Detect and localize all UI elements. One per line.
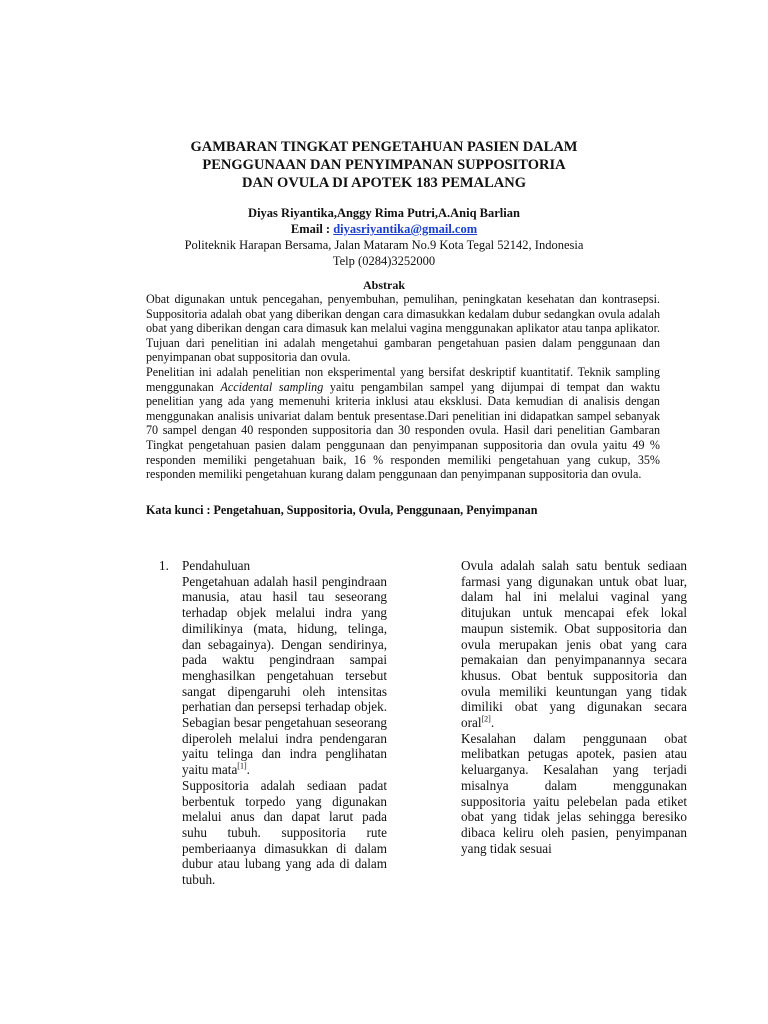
author-names: Diyas Riyantika,Anggy Rima Putri,A.Aniq Barlian — [248, 206, 520, 220]
body-text: (mata, hidung, telinga, dan — [182, 620, 388, 652]
abstract-italic: Accidental sampling — [220, 379, 324, 394]
left-column — [161, 558, 387, 888]
body-text: pasien atau keluarganya. — [461, 746, 688, 778]
title-line: GAMBARAN TINGKAT PENGETAHUAN PASIEN DALAM — [190, 139, 578, 155]
body-paragraph: Ovula adalah salah satu bentuk sediaan farmasi yang digunakan untuk obat luar, dalam hal ini melalui vaginal yang ditujukan untuk mencapai efek lokal maupun sistemik. Obat suppositoria dan ovula merupakan jenis obat yang cara pemakaian dan penyimpanannya secara khusus. Obat bentuk suppositoria dan ovula memiliki keuntungan yang tidak dimiliki obat yang digunakan secara oral[2]. — [461, 558, 688, 731]
abstract-text: yaitu pengambilan sampel yang dijumpai di tempat — [323, 379, 600, 394]
body-text: Kesalahan dalam penggunaan — [461, 730, 647, 746]
body-text: yaitu mata — [182, 762, 238, 778]
body-text: untuk mencapai efek lokal — [522, 605, 688, 621]
title-line: DAN OVULA DI APOTEK 183 PEMALANG — [242, 175, 526, 191]
section-number: 1. — [159, 558, 169, 573]
abstract-text: sampling menggunakan — [146, 364, 660, 394]
keywords: Kata kunci : Pengetahuan, Suppositoria, Ovula, Penggunaan, Penyimpanan — [146, 503, 538, 517]
body-text: melalui indra yang dimilikinya — [182, 605, 388, 636]
body-text: Ovula adalah salah satu bentuk — [461, 558, 641, 573]
body-text: tau seseorang terhadap objek — [182, 589, 388, 621]
body-text: pada waktu pengindraan sampai — [182, 652, 387, 668]
author-block — [0, 205, 768, 269]
body-text: obat yang digunakan secara — [514, 699, 688, 715]
body-text: digunakan melalui anus dan dapat — [182, 793, 387, 825]
body-text: obat melibatkan petugas apotek, — [461, 730, 688, 762]
body-text: menghasilkan pengetahuan — [182, 667, 334, 683]
body-text: penyimpanan yang tidak sesuai — [461, 824, 687, 856]
body-text: yang tidak jelas sehingga beresiko — [490, 809, 687, 825]
abstract-text: analisis dengan menggunakan analisis univariat dalam bentuk presentase.Dari penelitian ini — [146, 394, 660, 423]
abstract-heading: Abstrak — [362, 278, 405, 292]
affiliation: Politeknik Harapan Bersama, Jalan Mataram No.9 Kota Tegal 52142, Indonesia — [184, 238, 584, 252]
body-paragraph: Pengetahuan adalah hasil pengindraan manusia, atau hasil tau seseorang terhadap objek melalui indra yang dimilikinya (mata, hidung, telinga, dan sebagainya). Dengan sendirinya, pada waktu pengindraan sampai menghasilkan pengetahuan tersebut sangat dipengaruhi oleh intensitas perhatian dan persepsi terhadap objek. Sebagian besar pengetahuan seseorang diperoleh melalui indra pendengaran yaitu telinga dan indra penglihatan yaitu mata[1]. — [182, 573, 388, 778]
body-text: melalui vaginal yang ditujukan — [461, 589, 688, 621]
body-text: melalui indra pendengaran yaitu — [182, 730, 388, 762]
abstract-text: penggunaan dan penyimpanan suppositoria dan ovula. — [378, 467, 642, 482]
citation-ref: [2] — [481, 714, 491, 724]
body-text: merupakan jenis obat yang cara — [498, 636, 688, 652]
body-text: sediaan farmasi yang digunakan — [461, 558, 688, 589]
abstract-text: Penelitian ini adalah penelitian non eksperimental yang bersifat deskriptif kuantitatif. Teknik — [146, 364, 611, 379]
abstract-text: Obat digunakan untuk pencegahan, penyembuhan, pemulihan, peningkatan kesehatan dan — [146, 292, 597, 306]
abstract-body — [146, 292, 660, 482]
phone: Telp (0284)3252000 — [332, 254, 436, 268]
body-text: Suppositoria adalah sediaan padat — [182, 777, 387, 793]
body-text: tersebut sangat dipengaruhi oleh — [182, 667, 388, 699]
body-paragraph — [461, 731, 687, 857]
abstract-text: sedangkan ovula adalah obat yang diberikan dengan cara dimasuk kan melalui vagina — [146, 306, 660, 336]
body-text: dalam menggunakan suppositoria — [461, 777, 688, 809]
abstract-text: suppositoria dan ovula yaitu 49 % responden memiliki pengetahuan baik, 16 % responden — [146, 437, 661, 467]
body-text: untuk obat luar, dalam hal ini — [461, 573, 688, 605]
body-text: oral — [461, 715, 482, 731]
section-heading — [161, 558, 387, 574]
body-text: suppositoria rute pemberiaanya — [182, 824, 387, 856]
email-label: Email : — [290, 222, 334, 236]
abstract-text: menggunakan aplikator atau tanpa aplikator. Tujuan dari penelitian ini adalah mengetahui — [146, 321, 660, 350]
body-text: Kesalahan yang terjadi misalnya — [461, 762, 687, 793]
body-text: sebagainya). Dengan sendirinya, — [207, 636, 387, 652]
body-text: yaitu pelebelan pada etiket obat — [461, 793, 687, 825]
body-text: telinga dan indra penglihatan — [217, 746, 388, 762]
body-text: secara khusus. Obat bentuk — [461, 652, 687, 683]
body-text: larut pada suhu tubuh. — [182, 809, 387, 840]
body-text: pengetahuan seseorang diperoleh — [182, 715, 388, 746]
abstract-text: Hasil dari penelitian Gambaran Tingkat pengetahuan pasien dalam penggunaan dan penyimpanan — [146, 423, 660, 452]
body-text: pengindraan manusia, atau hasil — [182, 573, 387, 605]
section-title: Pendahuluan — [182, 558, 251, 573]
body-text: dimasukkan di dalam dubur atau — [182, 840, 387, 872]
abstract-paragraph — [146, 292, 660, 365]
abstract-text: dan waktu penelitian yang ada yang memenuhi kriteria inklusi atau eksklusi. Data kemudian di — [146, 379, 660, 409]
body-text: dibaca keliru oleh pasien, — [461, 824, 609, 840]
body-paragraph — [161, 778, 387, 888]
body-text: intensitas perhatian dan persepsi — [182, 683, 388, 715]
abstract-text: gambaran pengetahuan pasien dalam penggunaan dan penyimpanan obat suppositoria dan ovula. — [146, 335, 660, 365]
body-text: suppositoria dan ovula — [461, 620, 688, 652]
right-column — [461, 558, 687, 856]
body-text: pemakaian dan penyimpanannya — [461, 652, 646, 668]
abstract-text: didapatkan sampel sebanyak 70 sampel dengan 40 responden suppositoria dan 30 responden ovula. — [146, 408, 660, 438]
body-text: berbentuk torpedo yang — [182, 793, 322, 809]
citation-ref: [1] — [237, 761, 247, 771]
abstract-text: kontrasepsi. Suppositoria adalah obat yang diberikan dengan cara dimasukkan kedalam dubur — [146, 292, 660, 321]
abstract-text: memiliki pengetahuan yang cukup, 35% responden memiliki pengetahuan kurang dalam — [146, 452, 660, 482]
body-text: lubang yang ada di dalam tubuh. — [182, 856, 388, 888]
body-text: keuntungan yang tidak dimiliki — [461, 683, 688, 715]
abstract-paragraph — [146, 365, 660, 482]
title-line: PENGGUNAAN DAN PENYIMPANAN SUPPOSITORIA — [202, 157, 566, 173]
body-text: Pengetahuan adalah hasil — [182, 573, 318, 589]
body-text: suppositoria dan ovula memiliki — [461, 667, 688, 699]
paper-title — [0, 138, 768, 192]
email-line — [0, 221, 768, 237]
email-link[interactable]: diyasriyantika@gmail.com — [333, 222, 478, 236]
body-text: terhadap objek. Sebagian besar — [182, 699, 387, 731]
body-text: maupun sistemik. Obat — [461, 620, 590, 636]
